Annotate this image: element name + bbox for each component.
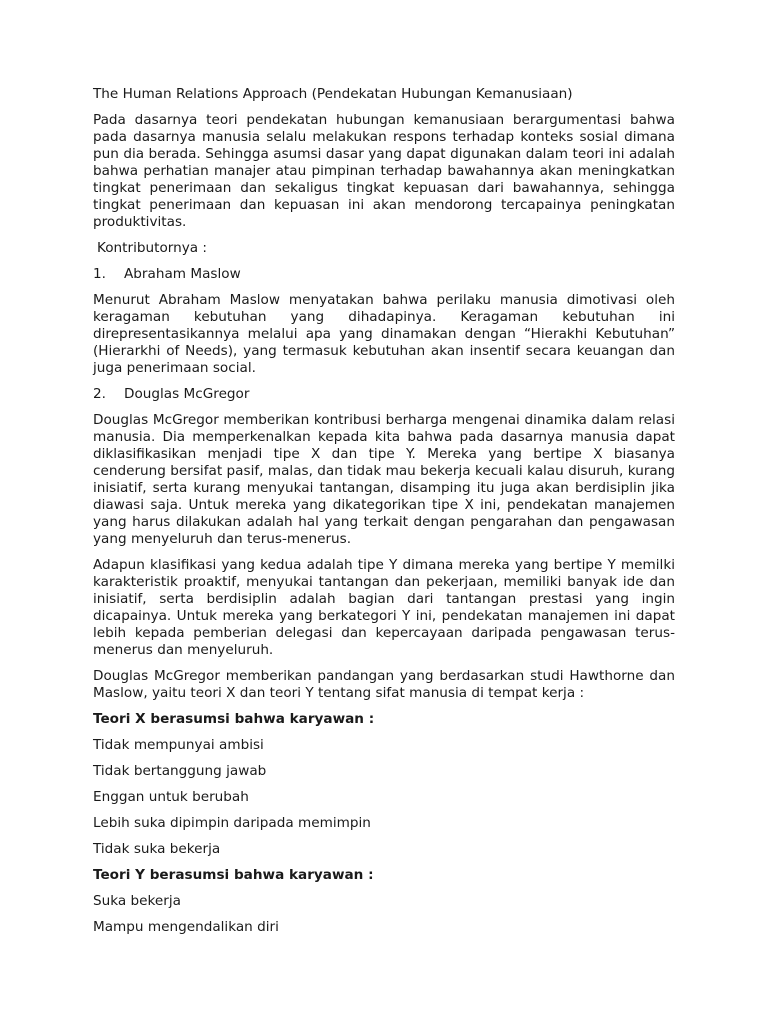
contributor-name: Douglas McGregor (124, 386, 250, 402)
contributor-1-heading (93, 266, 675, 283)
maslow-paragraph: Menurut Abraham Maslow menyatakan bahwa perilaku manusia dimotivasi oleh keragaman kebutuhan yang dihadapinya. Keragaman kebutuhan ini direpresentasikannya melalui apa yang dinamakan dengan “Hierakhi Kebutuhan” (Hierarkhi of Needs), yang termasuk kebutuhan akan insentif secara keuangan dan juga penerimaan social. (93, 292, 675, 376)
mcgregor-paragraph-2: Adapun klasifikasi yang kedua adalah tipe Y dimana mereka yang bertipe Y memilki karakteristik proaktif, menyukai tantangan dan pekerjaan, memiliki banyak ide dan inisiatif, serta berdisiplin adalah bagian dari tantangan prestasi yang ingin dicapainya. Untuk mereka yang berkategori Y ini, pendekatan manajemen ini dapat lebih kepada pemberian delegasi dan kepercayaan daripada pengawasan terus-menerus dan menyeluruh. (93, 557, 675, 658)
intro-paragraph: Pada dasarnya teori pendekatan hubungan kemanusiaan berargumentasi bahwa pada dasarnya manusia selalu melakukan respons terhadap konteks sosial dimana pun dia berada. Sehingga asumsi dasar yang dapat digunakan dalam teori ini adalah bahwa perhatian manajer atau pimpinan terhadap bawahannya akan meningkatkan tingkat penerimaan dan sekaligus tingkat kepuasan dari bawahannya, sehingga tingkat penerimaan dan kepuasan ini akan mendorong tercapainya peningkatan produktivitas. (93, 112, 675, 230)
contributor-name: Abraham Maslow (124, 266, 241, 282)
theory-x-heading: Teori X berasumsi bahwa karyawan : (93, 711, 375, 727)
theory-x-item: Tidak bertanggung jawab (93, 763, 267, 779)
mcgregor-paragraph-1: Douglas McGregor memberikan kontribusi berharga mengenai dinamika dalam relasi manusia. Dia memperkenalkan kepada kita bahwa pada dasarnya manusia dapat diklasifikasikan menjadi tipe X dan tipe Y. Mereka yang bertipe X biasanya cenderung bersifat pasif, malas, dan tidak mau bekerja kecuali kalau disuruh, kurang inisiatif, serta kurang menyukai tantangan, disamping itu juga akan berdisiplin jika diawasi saja. Untuk mereka yang dikategorikan tipe X ini, pendekatan manajemen yang harus dilakukan adalah hal yang terkait dengan pengarahan dan pengawasan yang menyeluruh dan terus-menerus. (93, 412, 675, 547)
theory-y-item: Suka bekerja (93, 893, 181, 909)
contributor-number: 2. (93, 386, 106, 402)
theory-x-item: Lebih suka dipimpin daripada memimpin (93, 815, 371, 831)
theory-y-heading: Teori Y berasumsi bahwa karyawan : (93, 867, 374, 883)
theory-x-item: Tidak mempunyai ambisi (93, 737, 264, 753)
theory-y-item: Mampu mengendalikan diri (93, 919, 279, 935)
contributor-2-heading (93, 386, 675, 403)
theory-x-item: Tidak suka bekerja (93, 841, 221, 857)
theory-x-item: Enggan untuk berubah (93, 789, 249, 805)
document-title: The Human Relations Approach (Pendekatan Hubungan Kemanusiaan) (93, 86, 573, 102)
document-page (93, 86, 675, 945)
contributor-number: 1. (93, 266, 106, 282)
mcgregor-paragraph-3: Douglas McGregor memberikan pandangan yang berdasarkan studi Hawthorne dan Maslow, yaitu teori X dan teori Y tentang sifat manusia di tempat kerja : (93, 668, 675, 701)
contributors-heading: Kontributornya : (97, 240, 207, 256)
